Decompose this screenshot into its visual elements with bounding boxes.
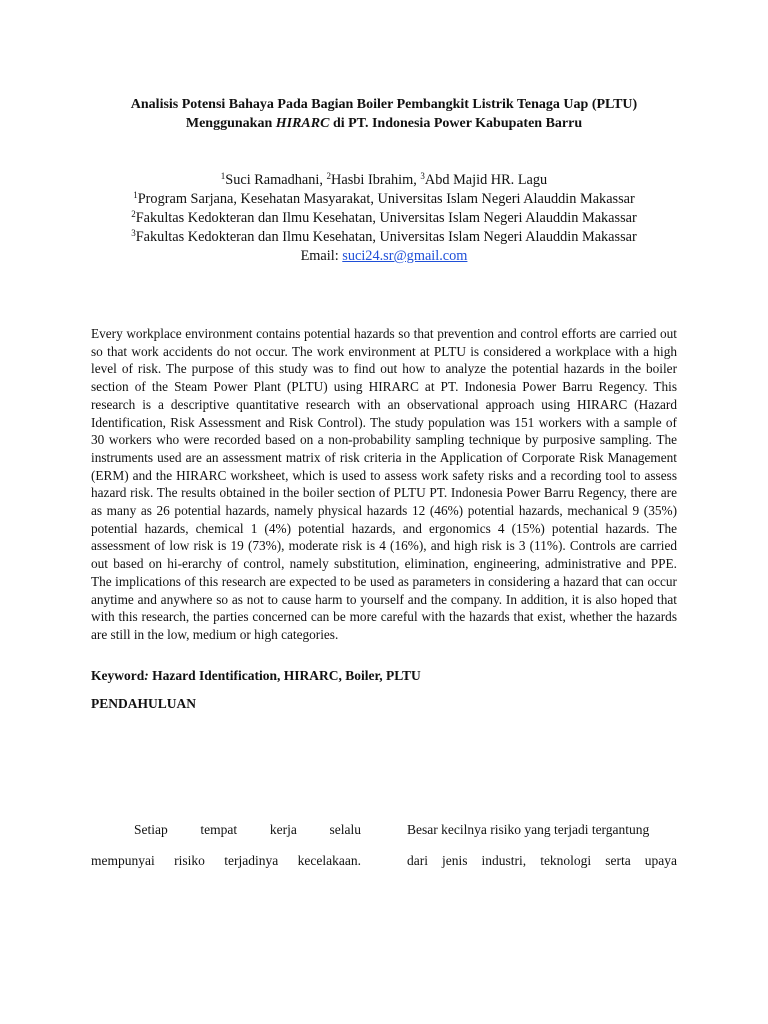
paper-title xyxy=(60,95,708,133)
affiliation-3 xyxy=(40,228,728,247)
title-text: Menggunakan xyxy=(185,116,276,131)
author-name: Suci Ramadhani, xyxy=(225,172,327,188)
keyword-label: Keyword xyxy=(91,668,145,683)
affiliation-1 xyxy=(40,190,728,209)
email-link[interactable]: suci24.sr@gmail.com xyxy=(342,248,468,264)
affiliation-text: Fakultas Kedokteran dan Ilmu Kesehatan, Universitas Islam Negeri Alauddin Makassar xyxy=(135,229,637,245)
body-line xyxy=(91,845,361,876)
affiliation-text: Program Sarjana, Kesehatan Masyarakat, Universitas Islam Negeri Alauddin Makassar xyxy=(137,191,635,207)
affiliation-superscript: 3 xyxy=(131,228,136,238)
body-word: kerja xyxy=(269,822,297,837)
body-word: kecelakaan. xyxy=(297,853,361,868)
author-block xyxy=(40,171,728,266)
title-line-2 xyxy=(60,114,708,133)
title-acronym: HIRARC xyxy=(275,116,330,131)
keyword-terms: Hazard Identification, HIRARC, Boiler, PLTU xyxy=(148,668,421,683)
author-names xyxy=(40,171,728,190)
body-word: mempunyai xyxy=(91,853,155,868)
affiliation-superscript: 1 xyxy=(133,190,138,200)
body-word: serta xyxy=(605,853,631,868)
title-line-1: Analisis Potensi Bahaya Pada Bagian Boiler Pembangkit Listrik Tenaga Uap (PLTU) xyxy=(130,97,638,112)
keyword-colon: : xyxy=(144,668,149,683)
body-word: teknologi xyxy=(540,853,592,868)
email-label: Email: xyxy=(300,248,343,264)
affiliation-2 xyxy=(40,209,728,228)
body-word: tempat xyxy=(200,822,238,837)
body-line xyxy=(407,814,677,845)
body-word: selalu xyxy=(329,822,361,837)
body-line xyxy=(91,814,361,845)
affiliation-superscript: 2 xyxy=(131,209,136,219)
author-superscript: 3 xyxy=(420,171,425,181)
body-word: risiko xyxy=(174,853,205,868)
body-line xyxy=(407,845,677,876)
body-word: dari xyxy=(407,853,428,868)
keywords-line xyxy=(91,668,421,684)
body-word: terjadinya xyxy=(224,853,279,868)
body-column-right xyxy=(407,814,677,876)
body-column-left xyxy=(91,814,361,876)
author-superscript: 1 xyxy=(220,171,226,181)
abstract-text: Every workplace environment contains potential hazards so that prevention and control efforts are carried out so that work accidents do not occur. The work environment at PLTU is considered a workplace with a high level of risk. The purpose of this study was to find out how to analyze the potential hazards in the boiler section of the Steam Power Plant (PLTU) using HIRARC at PT. Indonesia Power Barru Regency. This research is a descriptive quantitative research with an observational approach using HIRARC (Hazard Identification, Risk Assessment and Risk Control). The study population was 151 workers with a sample of 30 workers who were recorded based on a non-probability sampling technique by purposive sampling. The instruments used are an assessment matrix of risk criteria in the Application of Corporate Risk Management (ERM) and the HIRARC worksheet, which is used to assess work safety risks and a recording tool to assess hazard risk. The results obtained in the boiler section of PLTU PT. Indonesia Power Barru Regency, there are as many as 26 potential hazards, namely physical hazards 12 (46%) potential hazards, mechanical 9 (35%) potential hazards, chemical 1 (4%) potential hazards, and ergonomics 4 (15%) potential hazards. The assessment of low risk is 19 (73%), moderate risk is 4 (16%), and high risk is 3 (11%). Controls are carried out based on hi-erarchy of control, namely substitution, elimination, engineering, administrative and PPE. The implications of this research are expected to be used as parameters in considering a hazard that can occur anytime and anywhere so as not to cause harm to yourself and the company. In addition, it is also hoped that with this research, the parties concerned can be more careful with the hazards that exist, whether the hazards are still in the low, medium or high categories. xyxy=(91,326,677,642)
affiliation-text: Fakultas Kedokteran dan Ilmu Kesehatan, Universitas Islam Negeri Alauddin Makassar xyxy=(135,210,637,226)
body-word: jenis xyxy=(442,853,468,868)
email-line xyxy=(40,247,728,266)
author-name: Hasbi Ibrahim, xyxy=(331,172,421,188)
author-superscript: 2 xyxy=(326,171,332,181)
section-heading: PENDAHULUAN xyxy=(91,696,197,711)
body-word: industri, xyxy=(481,853,527,868)
body-word: upaya xyxy=(644,853,677,868)
author-name: Abd Majid HR. Lagu xyxy=(424,172,548,188)
title-text: di PT. Indonesia Power Kabupaten Barru xyxy=(329,116,583,131)
body-word: Setiap xyxy=(134,822,168,837)
body-word: Besar kecilnya risiko yang terjadi tergantung xyxy=(407,822,650,837)
